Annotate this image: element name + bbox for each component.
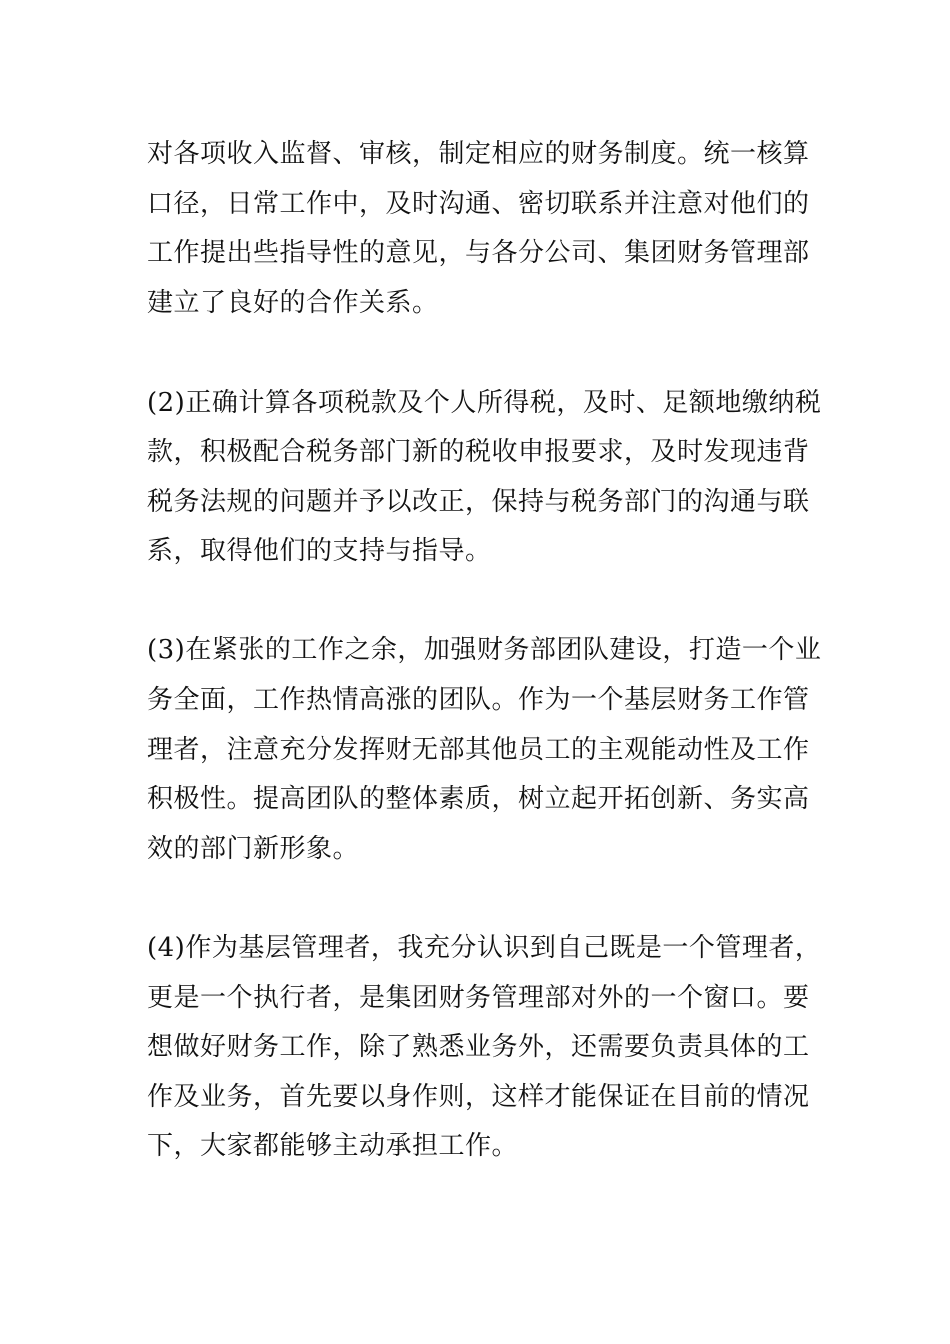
paragraph-2-line-4: 系，取得他们的支持与指导。 [147, 536, 492, 566]
paragraph-3-line-3: 理者，注意充分发挥财无部其他员工的主观能动性及工作 [147, 735, 810, 765]
paragraph-3-line-1: (3)在紧张的工作之余，加强财务部团队建设，打造一个业 [147, 635, 822, 665]
paragraph-4-line-1: (4)作为基层管理者，我充分认识到自己既是一个管理者， [147, 933, 822, 963]
paragraph-1-line-2: 口径，日常工作中，及时沟通、密切联系并注意对他们的 [147, 189, 810, 219]
paragraph-3-line-2: 务全面，工作热情高涨的团队。作为一个基层财务工作管 [147, 685, 810, 715]
paragraph-4-line-4: 作及业务，首先要以身作则，这样才能保证在目前的情况 [147, 1082, 810, 1112]
paragraph-4-line-3: 想做好财务工作，除了熟悉业务外，还需要负责具体的工 [147, 1032, 810, 1062]
paragraph-2-line-1: (2)正确计算各项税款及个人所得税，及时、足额地缴纳税 [147, 388, 822, 418]
paragraph-3-line-4: 积极性。提高团队的整体素质，树立起开拓创新、务实高 [147, 784, 810, 814]
paragraph-1-line-4: 建立了良好的合作关系。 [147, 288, 439, 318]
paragraph-1-line-1: 对各项收入监督、审核，制定相应的财务制度。统一核算 [147, 139, 810, 169]
paragraph-2-line-2: 款，积极配合税务部门新的税收申报要求，及时发现违背 [147, 437, 810, 467]
paragraph-4-line-2: 更是一个执行者，是集团财务管理部对外的一个窗口。要 [147, 983, 810, 1013]
paragraph-3-line-5: 效的部门新形象。 [147, 834, 360, 864]
paragraph-4-line-5: 下，大家都能够主动承担工作。 [147, 1131, 519, 1161]
paragraph-2-line-3: 税务法规的问题并予以改正，保持与税务部门的沟通与联 [147, 487, 810, 517]
paragraph-1-line-3: 工作提出些指导性的意见，与各分公司、集团财务管理部 [147, 238, 810, 268]
